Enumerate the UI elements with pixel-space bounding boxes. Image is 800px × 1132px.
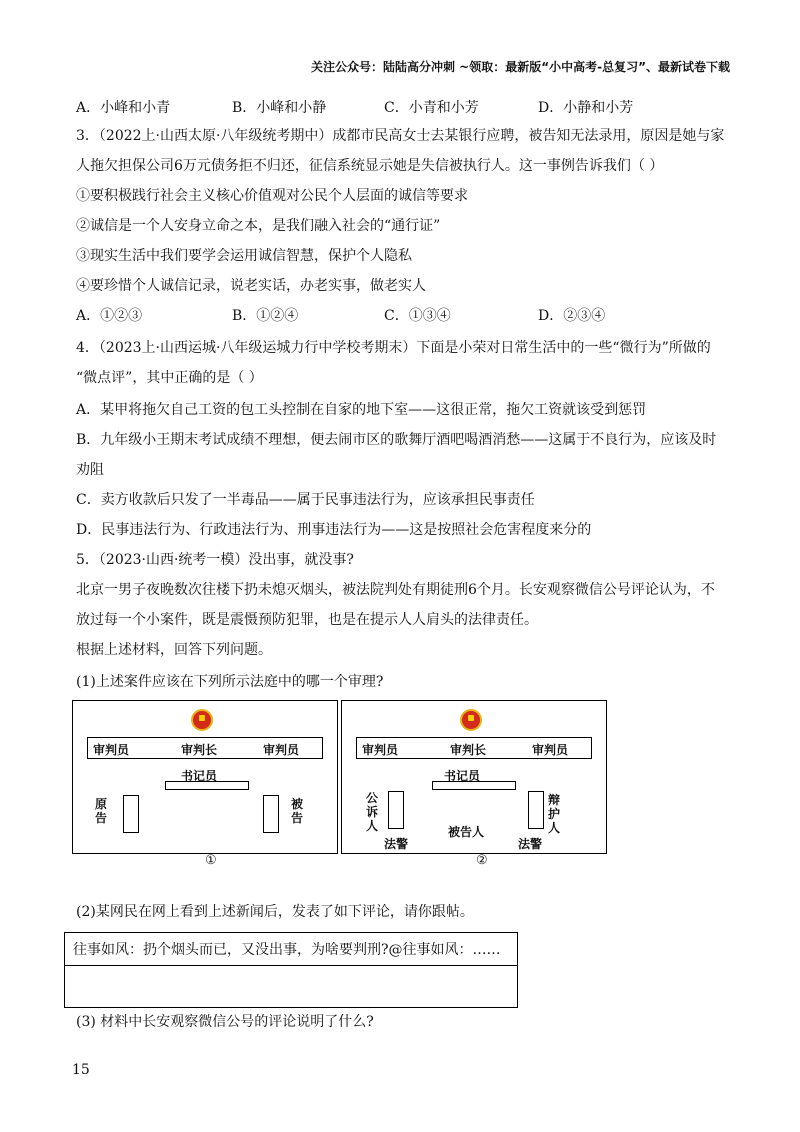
- q5-material-line2: 放过每一个小案件，既是震慑预防犯罪，也是在提示人人肩头的法律责任。: [76, 612, 538, 628]
- q4-stem-line2: “微点评”，其中正确的是（ ）: [76, 370, 263, 386]
- courtroom-diagram-criminal: [341, 700, 607, 854]
- q4-option-c: C．卖方收款后只发了一半毒品——属于民事违法行为，应该承担民事责任: [76, 492, 535, 508]
- national-emblem-icon: [460, 709, 482, 731]
- comment-row: [65, 933, 517, 966]
- prosecutor-desk: [388, 791, 404, 829]
- q3-stem-line1: 3．（2022上·山西太原·八年级统考期中）成都市民高女士去某银行应聘，被告知无法录用，原因是她与家: [76, 128, 725, 144]
- clerk-desk: [432, 781, 516, 790]
- defendant-label: 被告: [291, 797, 304, 825]
- judge-left-label: 审判员: [362, 743, 399, 757]
- q3-item-2: ②诚信是一个人安身立命之本，是我们融入社会的“通行证”: [76, 218, 441, 234]
- clerk-label: 书记员: [181, 769, 218, 783]
- q3-option-a: A．①②③: [76, 308, 143, 324]
- q4-stem-line1: 4．（2023上·山西运城·八年级运城力行中学校考期末）下面是小荣对日常生活中的一些“微行为”所做的: [76, 340, 711, 356]
- q5-sub-question-1: (1)上述案件应该在下列所示法庭中的哪一个审理?: [76, 674, 384, 690]
- q2-option-b: B．小峰和小静: [232, 100, 327, 116]
- bailiff-right-label: 法警: [518, 837, 543, 851]
- q5-material-line1: 北京一男子夜晚数次往楼下扔未熄灭烟头，被法院判处有期徒刑6个月。长安观察微信公号评论认为，不: [76, 582, 715, 598]
- q2-option-c: C．小青和小芳: [384, 100, 479, 116]
- q2-option-d: D．小静和小芳: [538, 100, 634, 116]
- q4-option-b-line1: B．九年级小王期末考试成绩不理想，便去闹市区的歌舞厅酒吧喝酒消愁——这属于不良行为，应该及时: [76, 432, 717, 448]
- q3-item-4: ④要珍惜个人诚信记录，说老实话，办老实事，做老实人: [76, 278, 426, 294]
- q4-option-a: A．某甲将拖欠自己工资的包工头控制在自家的地下室——这很正常，拖欠工资就该受到惩罚: [76, 402, 647, 418]
- q5-title: 5．（2023·山西·统考一模）没出事，就没事?: [76, 552, 354, 568]
- national-emblem-icon: [191, 709, 213, 731]
- courtroom-1-caption: ①: [205, 853, 217, 868]
- q2-option-a: A．小峰和小青: [76, 100, 171, 116]
- reply-box: [64, 932, 518, 1008]
- q5-sub-question-2: (2)某网民在网上看到上述新闻后，发表了如下评论，请你跟帖。: [76, 904, 474, 920]
- clerk-desk: [165, 781, 249, 790]
- plaintiff-desk: [123, 795, 139, 833]
- q3-item-1: ①要积极践行社会主义核心价值观对公民个人层面的诚信等要求: [76, 188, 468, 204]
- q3-option-b: B．①②④: [232, 308, 299, 324]
- defendant-desk: [263, 795, 279, 833]
- chief-judge-label: 审判长: [181, 743, 218, 757]
- q3-stem-line2: 人拖欠担保公司6万元债务拒不归还，征信系统显示她是失信被执行人。这一事例告诉我们（ ）: [76, 158, 664, 174]
- judge-right-label: 审判员: [263, 743, 300, 757]
- q5-prompt: 根据上述材料，回答下列问题。: [76, 642, 272, 658]
- courtroom-diagram-civil: [72, 700, 338, 854]
- header-promo-note: 关注公众号：陆陆高分冲刺 ~领取：最新版“小中高考-总复习”、最新试卷下载: [311, 60, 730, 74]
- clerk-label: 书记员: [444, 769, 481, 783]
- accused-label: 被告人: [448, 825, 485, 839]
- netizen-comment: 往事如风：扔个烟头而已，又没出事，为啥要判刑?@往事如风：……: [73, 942, 501, 958]
- q4-option-b-line2: 劝阻: [76, 462, 104, 478]
- q3-option-d: D．②③④: [538, 308, 606, 324]
- q4-option-d: D．民事违法行为、行政违法行为、刑事违法行为——这是按照社会危害程度来分的: [76, 522, 592, 538]
- q5-sub-question-3: (3) 材料中长安观察微信公号的评论说明了什么?: [76, 1014, 374, 1030]
- courtroom-2-caption: ②: [476, 853, 488, 868]
- prosecutor-label: 公诉人: [366, 791, 379, 833]
- q3-item-3: ③现实生活中我们要学会运用诚信智慧，保护个人隐私: [76, 248, 412, 264]
- q3-option-c: C．①③④: [384, 308, 451, 324]
- defense-label: 辩护人: [548, 793, 561, 835]
- chief-judge-label: 审判长: [450, 743, 487, 757]
- judge-right-label: 审判员: [532, 743, 569, 757]
- judge-left-label: 审判员: [93, 743, 130, 757]
- page-number: 15: [72, 1062, 90, 1078]
- defense-desk: [528, 791, 544, 829]
- bailiff-left-label: 法警: [384, 837, 409, 851]
- plaintiff-label: 原告: [95, 797, 108, 825]
